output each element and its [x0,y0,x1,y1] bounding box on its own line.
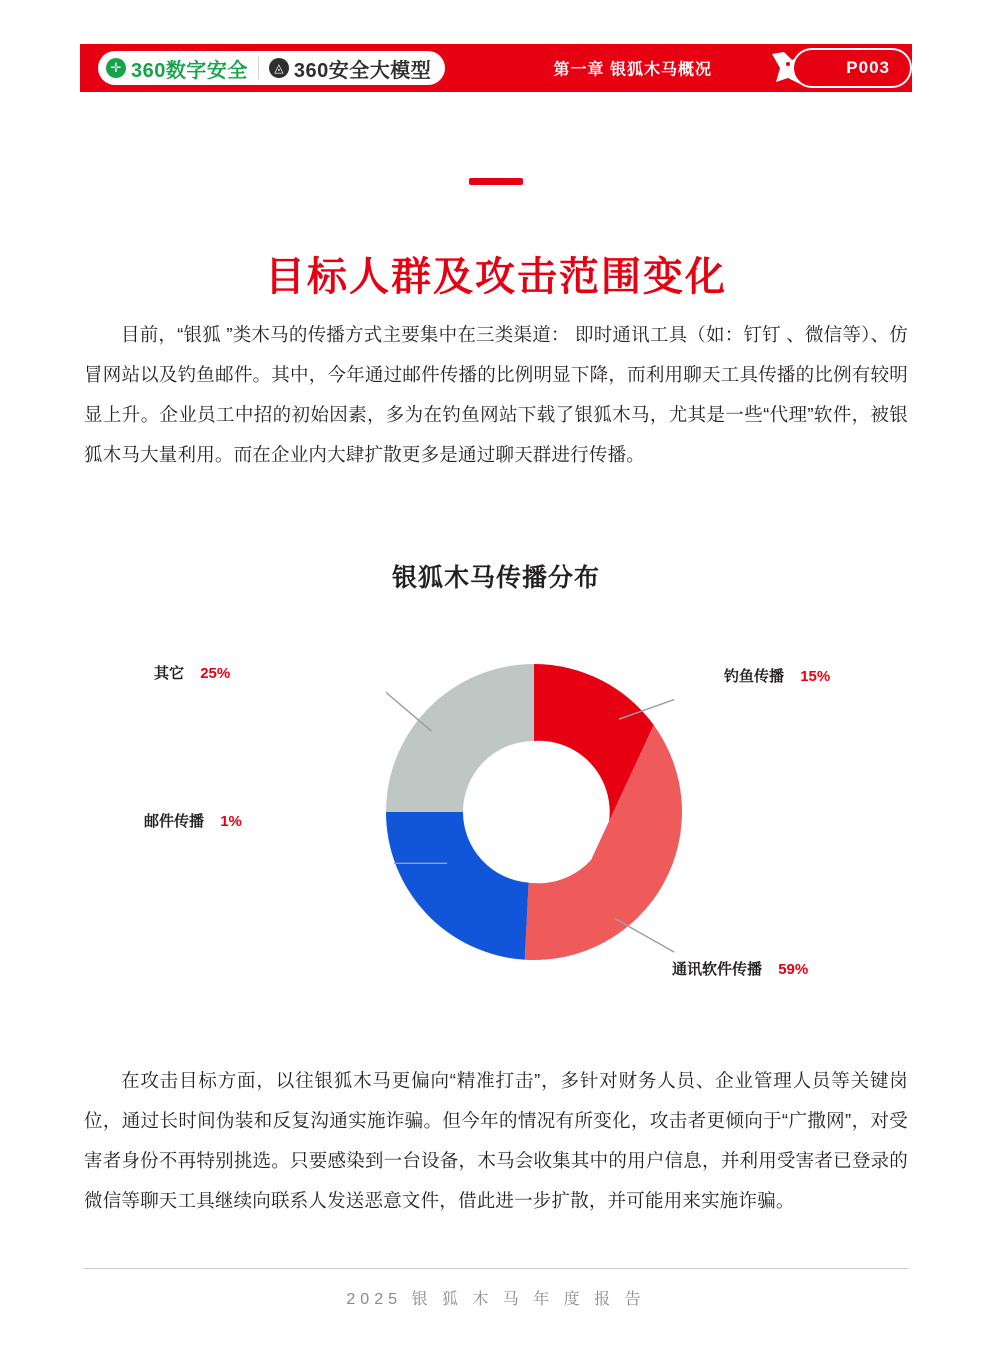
chart-label-phishing [724,665,830,686]
donut-chart [84,612,908,1012]
body-paragraph-2: 在攻击目标方面，以往银狐木马更偏向“精准打击”，多针对财务人员、企业管理人员等关键岗位，通过长时间伪装和反复沟通实施诈骗。但今年的情况有所变化，攻击者更倾向于“广撒网”，对受害者身份不再特别挑选。只要感染到一台设备，木马会收集其中的用户信息，并利用受害者已登录的微信等聊天工具继续向联系人发送恶意文件，借此进一步扩散，并可能用来实施诈骗。 [84,1069,908,1211]
brand-logo-primary-label: 360数字安全 [131,59,248,82]
chart-label-im-name: 通讯软件传播 [672,961,763,978]
donut-slice-other [386,664,534,812]
logo-divider [258,57,259,79]
chart-label-other-name: 其它 [154,665,185,682]
page-number-badge [792,48,912,88]
page-title: 目标人群及攻击范围变化 [265,252,727,300]
chart-label-mail [144,810,242,831]
footer-label: 2025 银 狐 木 马 年 度 报 告 [346,1291,646,1308]
chart-label-im-value: 59% [778,961,809,978]
shield-check-icon: ✛ [106,58,126,78]
chart-label-mail-value: 1% [220,813,242,830]
donut-slice-mail [386,812,529,960]
body-paragraph-1: 目前，“银狐 ”类木马的传播方式主要集中在三类渠道： 即时通讯工具（如：钉钉 、微信等）、仿冒网站以及钓鱼邮件。其中，今年通过邮件传播的比例明显下降，而利用聊天工具传播的比例有较明显上升。企业员工中招的初始因素，多为在钓鱼网站下载了银狐木马，尤其是一些“代理”软件，被银狐木马大量利用。而在企业内大肆扩散更多是通过聊天群进行传播。 [84,323,908,465]
chart-title: 银狐木马传播分布 [391,564,600,592]
chart-label-im [672,958,808,979]
page-number-label: P003 [846,58,890,77]
donut-chart-graphic [386,620,682,1004]
chapter-breadcrumb: 第一章 银狐木马概况 [553,61,712,79]
chart-label-mail-name: 邮件传播 [144,813,205,830]
brand-logo-group [98,51,445,85]
footer-divider [84,1268,908,1269]
chart-label-phishing-value: 15% [800,668,831,685]
chart-label-other-value: 25% [200,665,231,682]
brand-logo-secondary-label: 360安全大模型 [293,59,432,82]
title-accent-dash [469,178,523,185]
page-header [80,44,912,92]
leader-line-im [615,919,674,953]
chart-label-other [154,662,230,683]
ai-model-icon: ◬ [269,58,289,78]
chart-label-phishing-name: 钓鱼传播 [724,668,785,685]
